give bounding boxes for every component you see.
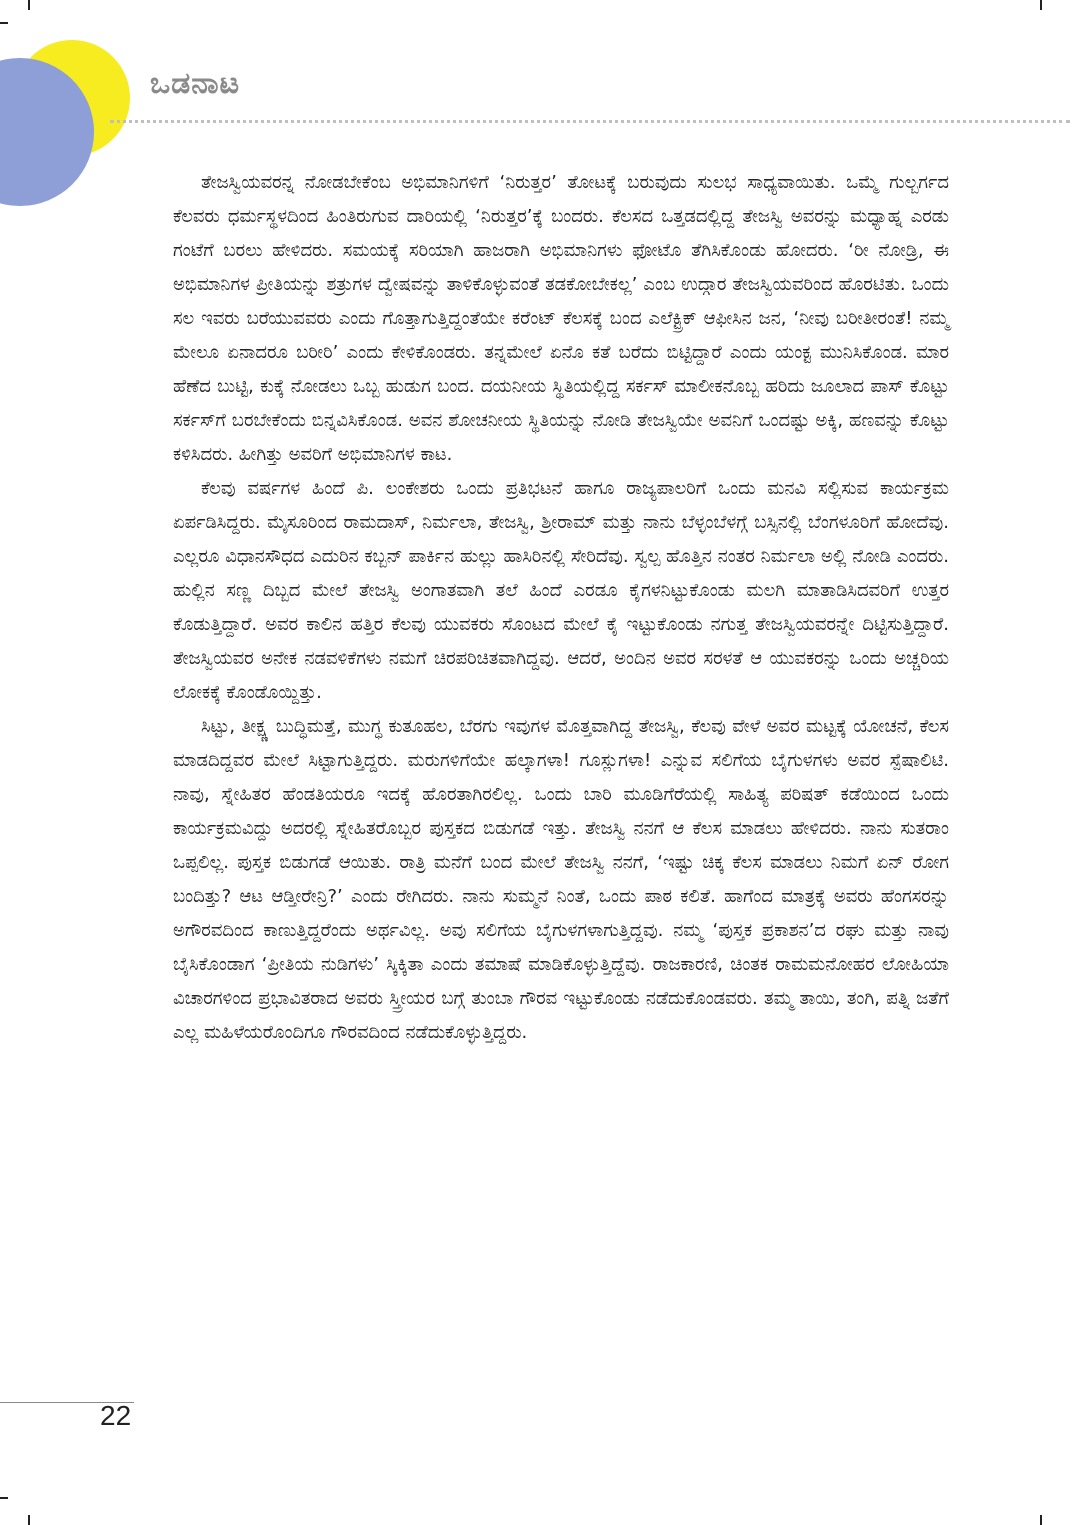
decorative-circles [0, 0, 160, 220]
paragraph-2: ಕೆಲವು ವರ್ಷಗಳ ಹಿಂದೆ ಪಿ. ಲಂಕೇಶರು ಒಂದು ಪ್ರತಿಭಟನೆ ಹಾಗೂ ರಾಜ್ಯಪಾಲರಿಗೆ ಒಂದು ಮನವಿ ಸಲ್ಲಿಸುವ ಕಾರ್ಯಕ್ರಮ ಏರ್ಪಡಿಸಿದ್ದರು. ಮೈಸೂರಿಂದ ರಾಮದಾಸ್, ನಿರ್ಮಲಾ, ತೇಜಸ್ವಿ, ಶ್ರೀರಾಮ್ ಮತ್ತು ನಾನು ಬೆಳ್ಳಂಬೆಳಗ್ಗೆ ಬಸ್ಸಿನಲ್ಲಿ ಬೆಂಗಳೂರಿಗೆ ಹೋದೆವು. ಎಲ್ಲರೂ ವಿಧಾನಸೌಧದ ಎದುರಿನ ಕಬ್ಬನ್ ಪಾರ್ಕಿನ ಹುಲ್ಲು ಹಾಸಿರಿನಲ್ಲಿ ಸೇರಿದೆವು. ಸ್ವಲ್ಪ ಹೊತ್ತಿನ ನಂತರ ನಿರ್ಮಲಾ ಅಲ್ಲಿ ನೋಡಿ ಎಂದರು. ಹುಲ್ಲಿನ ಸಣ್ಣ ದಿಬ್ಬದ ಮೇಲೆ ತೇಜಸ್ವಿ ಅಂಗಾತವಾಗಿ ತಲೆ ಹಿಂದೆ ಎರಡೂ ಕೈಗಳನಿಟ್ಟುಕೊಂಡು ಮಲಗಿ ಮಾತಾಡಿಸಿದವರಿಗೆ ಉತ್ತರ ಕೊಡುತ್ತಿದ್ದಾರೆ. ಅವರ ಕಾಲಿನ ಹತ್ತಿರ ಕೆಲವು ಯುವಕರು ಸೊಂಟದ ಮೇಲೆ ಕೈ ಇಟ್ಟುಕೊಂಡು ನಗುತ್ತ ತೇಜಸ್ವಿಯವರನ್ನೇ ದಿಟ್ಟಿಸುತ್ತಿದ್ದಾರೆ. ತೇಜಸ್ವಿಯವರ ಅನೇಕ ನಡವಳಿಕೆಗಳು ನಮಗೆ ಚಿರಪರಿಚಿತವಾಗಿದ್ದವು. ಆದರೆ, ಅಂದಿನ ಅವರ ಸರಳತೆ ಆ ಯುವಕರನ್ನು ಒಂದು ಅಚ್ಚರಿಯ ಲೋಕಕ್ಕೆ ಕೊಂಡೊಯ್ದಿತ್ತು. [173, 478, 949, 703]
running-header-title: ಒಡನಾಟ [150, 66, 241, 101]
header-dotted-rule [110, 120, 1070, 123]
page-number: 22 [100, 1400, 132, 1431]
paragraph-3: ಸಿಟ್ಟು, ತೀಕ್ಷ್ಣ ಬುದ್ಧಿಮತ್ತೆ, ಮುಗ್ಧ ಕುತೂಹಲ, ಬೆರಗು ಇವುಗಳ ಮೊತ್ತವಾಗಿದ್ದ ತೇಜಸ್ವಿ, ಕೆಲವು ವೇಳೆ ಅವರ ಮಟ್ಟಕ್ಕೆ ಯೋಚನೆ, ಕೆಲಸ ಮಾಡದಿದ್ದವರ ಮೇಲೆ ಸಿಟ್ಟಾಗುತ್ತಿದ್ದರು. ಮರುಗಳಿಗೆಯೇ ಹಲ್ಕಾಗಳಾ! ಗೂಸ್ಲುಗಳಾ! ಎನ್ನುವ ಸಲಿಗೆಯ ಬೈಗುಳಗಳು ಅವರ ಸ್ಪೆಷಾಲಿಟಿ. ನಾವು, ಸ್ನೇಹಿತರ ಹೆಂಡತಿಯರೂ ಇದಕ್ಕೆ ಹೊರತಾಗಿರಲಿಲ್ಲ. ಒಂದು ಬಾರಿ ಮೂಡಿಗೆರೆಯಲ್ಲಿ ಸಾಹಿತ್ಯ ಪರಿಷತ್ ಕಡೆಯಿಂದ ಒಂದು ಕಾರ್ಯಕ್ರಮವಿದ್ದು ಅದರಲ್ಲಿ ಸ್ನೇಹಿತರೊಬ್ಬರ ಪುಸ್ತಕದ ಬಿಡುಗಡೆ ಇತ್ತು. ತೇಜಸ್ವಿ ನನಗೆ ಆ ಕೆಲಸ ಮಾಡಲು ಹೇಳಿದರು. ನಾನು ಸುತರಾಂ ಒಪ್ಪಲಿಲ್ಲ. ಪುಸ್ತಕ ಬಿಡುಗಡೆ ಆಯಿತು. ರಾತ್ರಿ ಮನೆಗೆ ಬಂದ ಮೇಲೆ ತೇಜಸ್ವಿ ನನಗೆ, ‘ಇಷ್ಟು ಚಿಕ್ಕ ಕೆಲಸ ಮಾಡಲು ನಿಮಗೆ ಏನ್ ರೋಗ ಬಂದಿತ್ತು? ಆಟ ಆಡ್ತೀರೇನ್ರಿ?’ ಎಂದು ರೇಗಿದರು. ನಾನು ಸುಮ್ಮನೆ ನಿಂತೆ, ಒಂದು ಪಾಠ ಕಲಿತೆ. ಹಾಗೆಂದ ಮಾತ್ರಕ್ಕೆ ಅವರು ಹೆಂಗಸರನ್ನು ಅಗೌರವದಿಂದ ಕಾಣುತ್ತಿದ್ದರೆಂದು ಅರ್ಥವಿಲ್ಲ. ಅವು ಸಲಿಗೆಯ ಬೈಗುಳಗಳಾಗುತ್ತಿದ್ದವು. ನಮ್ಮ ‘ಪುಸ್ತಕ ಪ್ರಕಾಶನ’ದ ರಘು ಮತ್ತು ನಾವು ಬೈಸಿಕೊಂಡಾಗ ‘ಪ್ರೀತಿಯ ನುಡಿಗಳು’ ಸ್ಕಿಕ್ಕಿತಾ ಎಂದು ತಮಾಷೆ ಮಾಡಿಕೊಳ್ಳುತ್ತಿದ್ದೆವು. ರಾಜಕಾರಣಿ, ಚಿಂತಕ ರಾಮಮನೋಹರ ಲೋಹಿಯಾ ವಿಚಾರಗಳಿಂದ ಪ್ರಭಾವಿತರಾದ ಅವರು ಸ್ತ್ರೀಯರ ಬಗ್ಗೆ ತುಂಬಾ ಗೌರವ ಇಟ್ಟುಕೊಂಡು ನಡೆದುಕೊಂಡವರು. ತಮ್ಮ ತಾಯಿ, ತಂಗಿ, ಪತ್ನಿ ಜತೆಗೆ ಎಲ್ಲ ಮಹಿಳೆಯರೊಂದಿಗೂ ಗೌರವದಿಂದ ನಡೆದುಕೊಳ್ಳುತ್ತಿದ್ದರು. [173, 716, 949, 1043]
crop-mark-bottom-right-vertical [1040, 1515, 1042, 1525]
crop-mark-left-lower [0, 1497, 8, 1499]
paragraph-1: ತೇಜಸ್ವಿಯವರನ್ನ ನೋಡಬೇಕೆಂಬ ಅಭಿಮಾನಿಗಳಿಗೆ ‘ನಿರುತ್ತರ’ ತೋಟಕ್ಕೆ ಬರುವುದು ಸುಲಭ ಸಾಧ್ಯವಾಯಿತು. ಒಮ್ಮೆ ಗುಲ್ಬರ್ಗದ ಕೆಲವರು ಧರ್ಮಸ್ಥಳದಿಂದ ಹಿಂತಿರುಗುವ ದಾರಿಯಲ್ಲಿ ‘ನಿರುತ್ತರ’ಕ್ಕೆ ಬಂದರು. ಕೆಲಸದ ಒತ್ತಡದಲ್ಲಿದ್ದ ತೇಜಸ್ವಿ ಅವರನ್ನು ಮಧ್ಯಾಹ್ನ ಎರಡು ಗಂಟೆಗೆ ಬರಲು ಹೇಳಿದರು. ಸಮಯಕ್ಕೆ ಸರಿಯಾಗಿ ಹಾಜರಾಗಿ ಅಭಿಮಾನಿಗಳು ಫೋಟೊ ತೆಗಿಸಿಕೊಂಡು ಹೋದರು. ‘ರೀ ನೋಡ್ರಿ, ಈ ಅಭಿಮಾನಿಗಳ ಪ್ರೀತಿಯನ್ನು ಶತ್ರುಗಳ ದ್ವೇಷವನ್ನು ತಾಳಿಕೊಳ್ಳುವಂತೆ ತಡಕೋಬೇಕಲ್ಲ’ ಎಂಬ ಉದ್ಗಾರ ತೇಜಸ್ವಿಯವರಿಂದ ಹೊರಟಿತು. ಒಂದು ಸಲ ಇವರು ಬರೆಯುವವರು ಎಂದು ಗೊತ್ತಾಗುತ್ತಿದ್ದಂತೆಯೇ ಕರೆಂಟ್ ಕೆಲಸಕ್ಕೆ ಬಂದ ಎಲೆಕ್ಟ್ರಿಕ್ ಆಫೀಸಿನ ಜನ, ‘ನೀವು ಬರೀತೀರಂತೆ! ನಮ್ಮ ಮೇಲೂ ಏನಾದರೂ ಬರೀರಿ’ ಎಂದು ಕೇಳಿಕೊಂಡರು. ತನ್ನಮೇಲೆ ಏನೊ ಕತೆ ಬರೆದು ಬಿಟ್ಟಿದ್ದಾರೆ ಎಂದು ಯಂಕ್ಟ ಮುನಿಸಿಕೊಂಡ. ಮಾರ ಹೆಣೆದ ಬುಟ್ಟಿ, ಕುಕ್ಕೆ ನೋಡಲು ಒಬ್ಬ ಹುಡುಗ ಬಂದ. ದಯನೀಯ ಸ್ಥಿತಿಯಲ್ಲಿದ್ದ ಸರ್ಕಸ್ ಮಾಲೀಕನೊಬ್ಬ ಹರಿದು ಜೂಲಾದ ಪಾಸ್ ಕೊಟ್ಟು ಸರ್ಕಸ್‌ಗೆ ಬರಬೇಕೆಂದು ಬಿನ್ನವಿಸಿಕೊಂಡ. ಅವನ ಶೋಚನೀಯ ಸ್ಥಿತಿಯನ್ನು ನೋಡಿ ತೇಜಸ್ವಿಯೇ ಅವನಿಗೆ ಒಂದಷ್ಟು ಅಕ್ಕಿ, ಹಣವನ್ನು ಕೊಟ್ಟು ಕಳಿಸಿದರು. ಹೀಗಿತ್ತು ಅವರಿಗೆ ಅಭಿಮಾನಿಗಳ ಕಾಟ. [173, 172, 949, 465]
crop-mark-bottom-left-vertical [28, 1515, 30, 1525]
article-body [173, 166, 949, 1050]
crop-mark-top-right-vertical [1040, 0, 1042, 10]
